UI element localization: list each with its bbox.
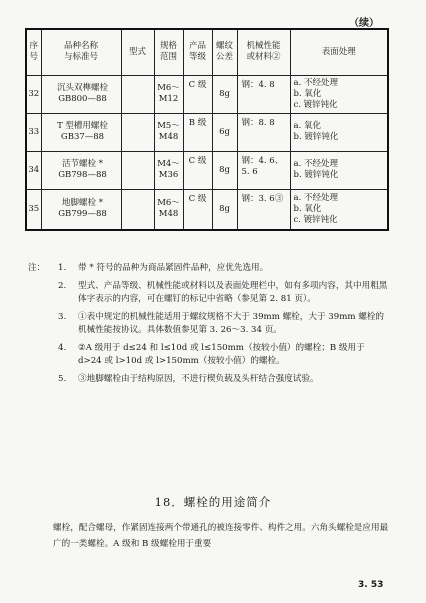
cell-no: 32	[26, 75, 41, 113]
cell-no: 33	[26, 113, 41, 151]
cell-name: 地脚螺栓 * GB799—88	[41, 189, 121, 230]
note-item	[50, 342, 390, 369]
cell-surface: a. 不经处理 b. 氧化 c. 镀锌钝化	[290, 189, 388, 230]
section-heading: 18．螺栓的用途简介	[154, 495, 272, 509]
cell-size: M6～ M12	[154, 75, 183, 113]
note-text: ③地脚螺栓由于结构原因，不进行楔负载及头杆结合强度试验。	[78, 373, 319, 384]
note-number: 5.	[58, 373, 67, 384]
cell-name: T 型槽用螺栓 GB37—88	[41, 113, 121, 151]
cell-material: 钢：3. 6③	[237, 189, 290, 230]
page-number: 3. 53	[358, 580, 384, 590]
note-item	[50, 311, 390, 338]
cell-surface: a. 不经处理 b. 氧化 c. 镀锌钝化	[290, 75, 388, 113]
cell-material: 钢：4. 6、 5. 6	[237, 151, 290, 189]
note-number: 2.	[58, 280, 67, 291]
body-paragraph: 螺栓，配合螺母，作紧固连接两个带通孔的被连接零件、构件之用。六角头螺栓是应用最广的一类螺栓。A 级和 B 级螺栓用于重要	[53, 523, 389, 549]
cell-type	[121, 75, 154, 113]
table-header-row	[26, 29, 388, 75]
cell-type	[121, 151, 154, 189]
cell-tolerance: 8g	[212, 151, 237, 189]
notes-lead: 注：	[28, 263, 46, 273]
cell-no: 34	[26, 151, 41, 189]
cell-name: 活节螺栓 * GB798—88	[41, 151, 121, 189]
cell-type	[121, 189, 154, 230]
cell-material: 钢：8. 8	[237, 113, 290, 151]
note-text: ①表中规定的机械性能适用于螺纹规格不大于 39mm 螺栓，大于 39mm 螺栓的机械性能按协议。具体数值参见第 3. 26～3. 34 页。	[78, 311, 385, 335]
note-number: 1.	[58, 263, 67, 273]
note-item	[28, 262, 390, 276]
header-material: 机械性能 或材料②	[237, 29, 290, 75]
cell-type	[121, 113, 154, 151]
cell-size: M4～ M36	[154, 151, 183, 189]
cell-name: 沉头双榫螺栓 GB800—88	[41, 75, 121, 113]
cell-grade: B 级	[183, 113, 212, 151]
cell-material: 钢：4. 8	[237, 75, 290, 113]
cell-surface: a. 氧化 b. 镀锌钝化	[290, 113, 388, 151]
cell-size: M5～ M48	[154, 113, 183, 151]
cell-grade: C 级	[183, 151, 212, 189]
table-row	[26, 113, 388, 151]
note-number: 4.	[58, 342, 67, 353]
header-type: 型式	[121, 29, 154, 75]
cell-tolerance: 8g	[212, 189, 237, 230]
note-item	[50, 373, 390, 387]
note-number: 3.	[58, 311, 67, 322]
cell-tolerance: 6g	[212, 113, 237, 151]
cell-size: M6～ M48	[154, 189, 183, 230]
bolt-spec-table	[25, 28, 389, 231]
table-notes	[28, 262, 390, 390]
header-no: 序号	[26, 29, 41, 75]
header-name: 品种名称 与标准号	[41, 29, 121, 75]
cell-grade: C 级	[183, 75, 212, 113]
table-row	[26, 151, 388, 189]
header-size: 规格 范围	[154, 29, 183, 75]
header-tolerance: 螺纹 公差	[212, 29, 237, 75]
header-grade: 产品 等级	[183, 29, 212, 75]
note-text: 带 * 符号的品种为商品紧固件品种，应优先选用。	[78, 263, 269, 273]
note-text: 型式、产品等级、机械性能或材料以及表面处理栏中，如有多项内容，其中用粗黑体字表示的内容，可在螺钉的标记中省略（参见第 2. 81 页）。	[78, 280, 388, 304]
note-item	[50, 280, 390, 307]
cell-tolerance: 8g	[212, 75, 237, 113]
cell-grade: C 级	[183, 189, 212, 230]
note-text: ②A 级用于 d≤24 和 l≤10d 或 l≤150mm（按较小值）的螺栓；B 级用于 d>24 或 l>10d 或 l>150mm（按较小值）的螺栓。	[78, 342, 365, 366]
table-row	[26, 75, 388, 113]
continued-marker: （续）	[349, 18, 379, 29]
header-surface: 表面处理	[290, 29, 388, 75]
cell-surface: a. 不经处理 b. 镀锌钝化	[290, 151, 388, 189]
cell-no: 35	[26, 189, 41, 230]
table-row	[26, 189, 388, 230]
